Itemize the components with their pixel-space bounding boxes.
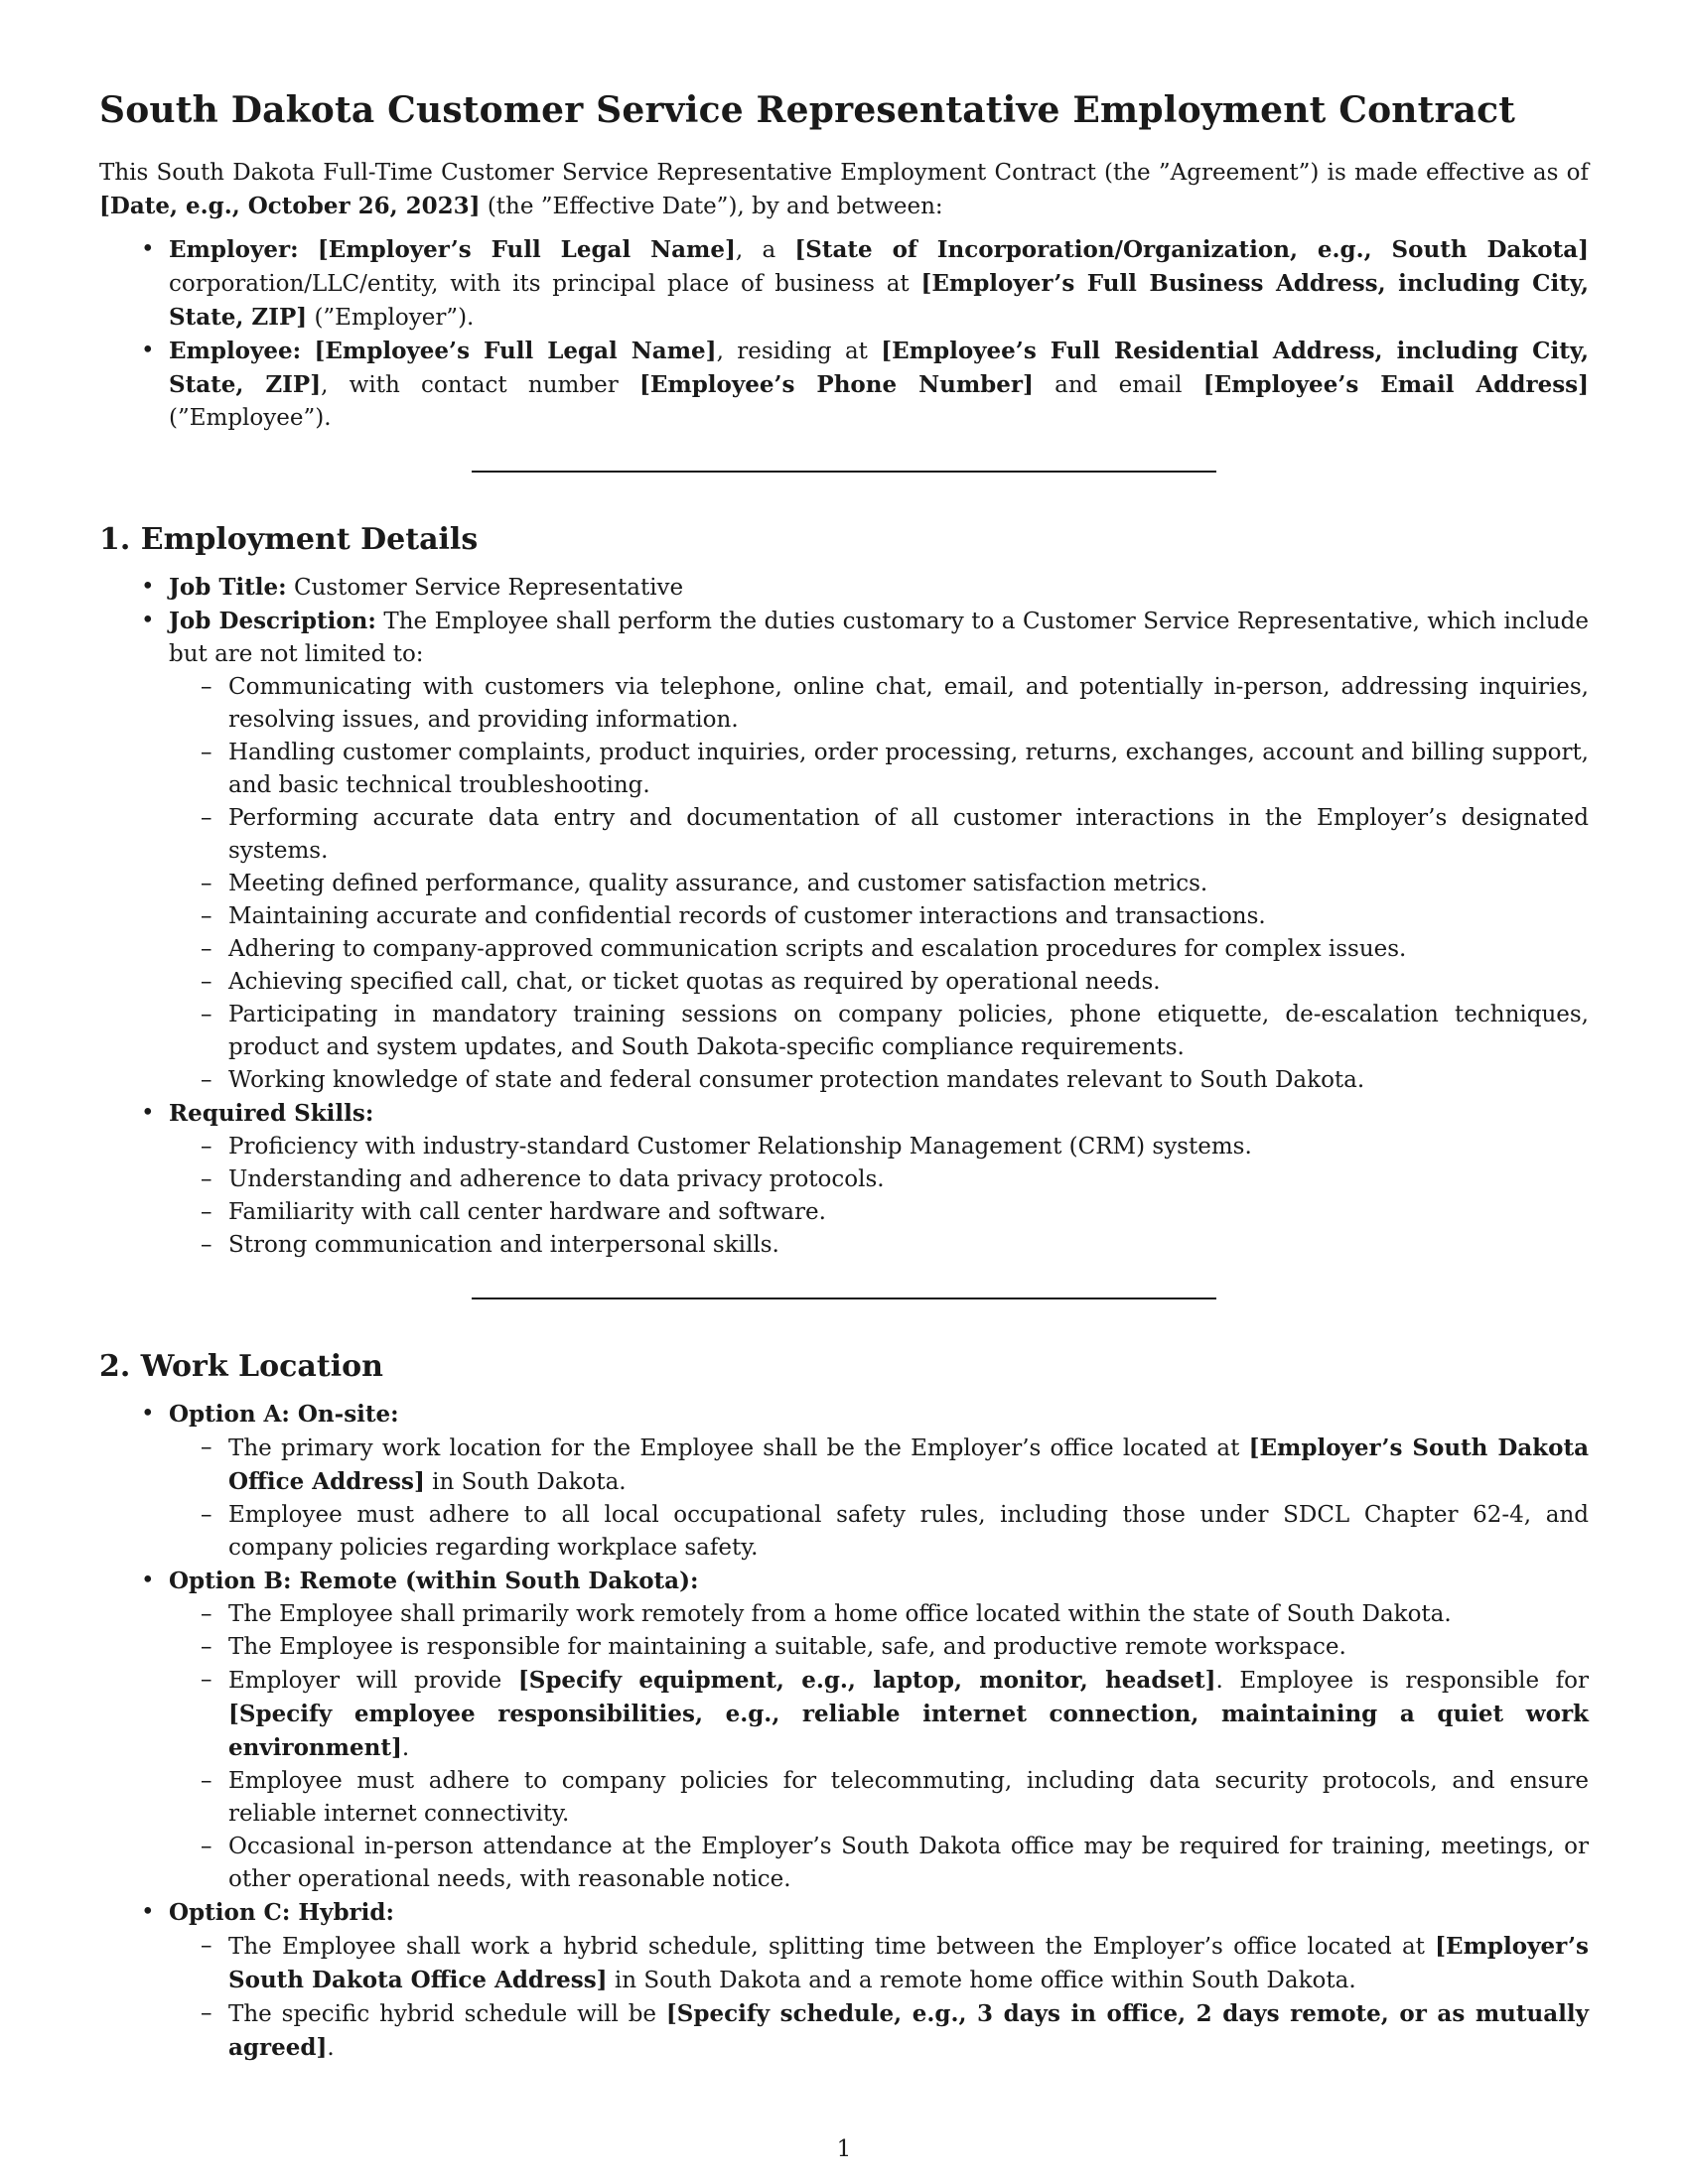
required-skills-label: Required Skills: xyxy=(169,1100,374,1127)
option-a-detail xyxy=(228,1432,1589,1499)
employee-email-placeholder: [Employee’s Email Address] xyxy=(1202,371,1589,398)
intro-text: This South Dakota Full-Time Customer Service Representative Employment Contract (the ”Agreement”) is made effective as of xyxy=(99,160,1589,186)
required-skills-item xyxy=(169,1097,1589,1262)
job-title-label: Job Title: xyxy=(169,574,287,601)
employee-responsibilities-placeholder: [Specify employee responsibilities, e.g., reliable internet connection, maintaining a quiet work environment] xyxy=(228,1701,1589,1761)
duty-item: – Achieving specified call, chat, or ticket quotas as required by operational needs. xyxy=(228,966,1589,999)
option-a-detail: – Employee must adhere to all local occupational safety rules, including those under SDCL Chapter 62-4, and company policies regarding workplace safety. xyxy=(228,1499,1589,1565)
party-employer xyxy=(169,233,1589,335)
detail-text: in South Dakota. xyxy=(424,1469,627,1495)
option-b-detail: – The Employee shall primarily work remotely from a home office located within the state of South Dakota. xyxy=(228,1598,1589,1631)
option-c-detail xyxy=(228,1997,1589,2065)
employee-text xyxy=(301,339,314,364)
intro-text-end: (the ”Effective Date”), by and between: xyxy=(480,194,943,219)
skill-item: – Familiarity with call center hardware and software. xyxy=(228,1196,1589,1229)
job-title-item xyxy=(169,571,1589,605)
employee-text: , residing at xyxy=(716,339,882,364)
detail-text: in South Dakota and a remote home office within South Dakota. xyxy=(607,1968,1356,1993)
office-address-placeholder: [Employer’s South Dakota Office Address] xyxy=(228,1434,1589,1495)
employer-text: , a xyxy=(735,237,795,263)
employee-label: Employee: xyxy=(169,338,302,364)
work-location-list xyxy=(99,1398,1589,2065)
option-b-list xyxy=(169,1598,1589,1896)
job-description-item xyxy=(169,605,1589,1097)
party-employee xyxy=(169,335,1589,435)
employer-text: corporation/LLC/entity, with its principal place of business at xyxy=(169,271,921,297)
document-page xyxy=(99,89,1589,2065)
duty-item: – Handling customer complaints, product inquiries, order processing, returns, exchanges, account and billing support, and basic technical troubleshooting. xyxy=(228,737,1589,802)
duties-list xyxy=(169,671,1589,1097)
detail-text: . xyxy=(401,1735,410,1761)
skill-item: – Proficiency with industry-standard Customer Relationship Management (CRM) systems. xyxy=(228,1131,1589,1163)
option-c-label: Option C: Hybrid: xyxy=(169,1899,394,1926)
employer-state-placeholder: [State of Incorporation/Organization, e.g., South Dakota] xyxy=(794,236,1590,263)
employee-phone-placeholder: [Employee’s Phone Number] xyxy=(638,371,1034,398)
option-b-detail: – Occasional in-person attendance at the Employer’s South Dakota office may be required for training, meetings, or other operational needs, with reasonable notice. xyxy=(228,1831,1589,1896)
employee-text: and email xyxy=(1033,372,1203,398)
detail-text: . Employee is responsible for xyxy=(1215,1668,1590,1694)
option-b-detail: – The Employee is responsible for maintaining a suitable, safe, and productive remote workspace. xyxy=(228,1631,1589,1664)
detail-text: The Employee shall work a hybrid schedule, splitting time between the Employer’s office located at xyxy=(228,1934,1436,1960)
option-c-list xyxy=(169,1930,1589,2065)
option-c-detail xyxy=(228,1930,1589,1997)
employer-text xyxy=(299,237,318,263)
job-description-text: The Employee shall perform the duties customary to a Customer Service Representative, which include but are not limited to: xyxy=(169,609,1589,667)
intro-paragraph xyxy=(99,157,1589,223)
duty-item: – Meeting defined performance, quality assurance, and customer satisfaction metrics. xyxy=(228,868,1589,900)
job-description-label: Job Description: xyxy=(169,608,376,634)
section-heading-work-location: 2. Work Location xyxy=(99,1349,383,1384)
option-b-label: Option B: Remote (within South Dakota): xyxy=(169,1568,699,1594)
detail-text: The primary work location for the Employee shall be the Employer’s office located at xyxy=(228,1435,1249,1461)
employment-details-list xyxy=(99,571,1589,1262)
option-b-detail xyxy=(228,1664,1589,1765)
job-title-value: Customer Service Representative xyxy=(286,575,684,601)
employee-text: (”Employee”). xyxy=(169,405,332,431)
skill-item: – Understanding and adherence to data privacy protocols. xyxy=(228,1163,1589,1196)
section-divider xyxy=(472,471,1216,473)
document-title: South Dakota Customer Service Representative Employment Contract xyxy=(99,89,1516,131)
schedule-placeholder: [Specify schedule, e.g., 3 days in office, 2 days remote, or as mutually agreed] xyxy=(228,2000,1589,2061)
option-c-item xyxy=(169,1896,1589,2065)
section-divider xyxy=(472,1297,1216,1299)
duty-item: – Performing accurate data entry and documentation of all customer interactions in the Employer’s designated systems. xyxy=(228,802,1589,868)
duty-item: – Adhering to company-approved communication scripts and escalation procedures for complex issues. xyxy=(228,933,1589,966)
option-a-item xyxy=(169,1398,1589,1565)
employee-address-placeholder: [Employee’s Full Residential Address, including City, State, ZIP] xyxy=(169,338,1590,398)
skill-item: – Strong communication and interpersonal skills. xyxy=(228,1229,1589,1262)
duty-item: – Communicating with customers via telephone, online chat, email, and potentially in-person, addressing inquiries, resolving issues, and providing information. xyxy=(228,671,1589,737)
equipment-placeholder: [Specify equipment, e.g., laptop, monitor, headset] xyxy=(517,1667,1216,1694)
detail-text: . xyxy=(327,2035,335,2061)
page-number: 1 xyxy=(836,2136,852,2162)
employee-text: , with contact number xyxy=(321,372,639,398)
effective-date-placeholder: [Date, e.g., October 26, 2023] xyxy=(99,193,481,219)
parties-list xyxy=(99,233,1589,435)
office-address-placeholder: [Employer’s South Dakota Office Address] xyxy=(228,1933,1589,1993)
section-heading-employment-details: 1. Employment Details xyxy=(99,522,479,557)
duty-item: – Maintaining accurate and confidential records of customer interactions and transactions. xyxy=(228,900,1589,933)
employer-name-placeholder: [Employer’s Full Legal Name] xyxy=(317,236,736,263)
duty-item: – Participating in mandatory training sessions on company policies, phone etiquette, de-escalation techniques, product and system updates, and South Dakota-specific compliance requirements. xyxy=(228,999,1589,1064)
option-b-item xyxy=(169,1565,1589,1896)
detail-text: The specific hybrid schedule will be xyxy=(228,2001,666,2027)
option-a-list xyxy=(169,1432,1589,1565)
employer-text: (”Employer”). xyxy=(307,305,475,331)
skills-list xyxy=(169,1131,1589,1262)
employer-label: Employer: xyxy=(169,236,299,263)
employee-name-placeholder: [Employee’s Full Legal Name] xyxy=(314,338,717,364)
duty-item: – Working knowledge of state and federal consumer protection mandates relevant to South Dakota. xyxy=(228,1064,1589,1097)
option-a-label: Option A: On-site: xyxy=(169,1401,399,1428)
detail-text: Employer will provide xyxy=(228,1668,518,1694)
option-b-detail: – Employee must adhere to company policies for telecommuting, including data security protocols, and ensure reliable internet connectivity. xyxy=(228,1765,1589,1831)
employer-address-placeholder: [Employer’s Full Business Address, including City, State, ZIP] xyxy=(169,270,1589,331)
